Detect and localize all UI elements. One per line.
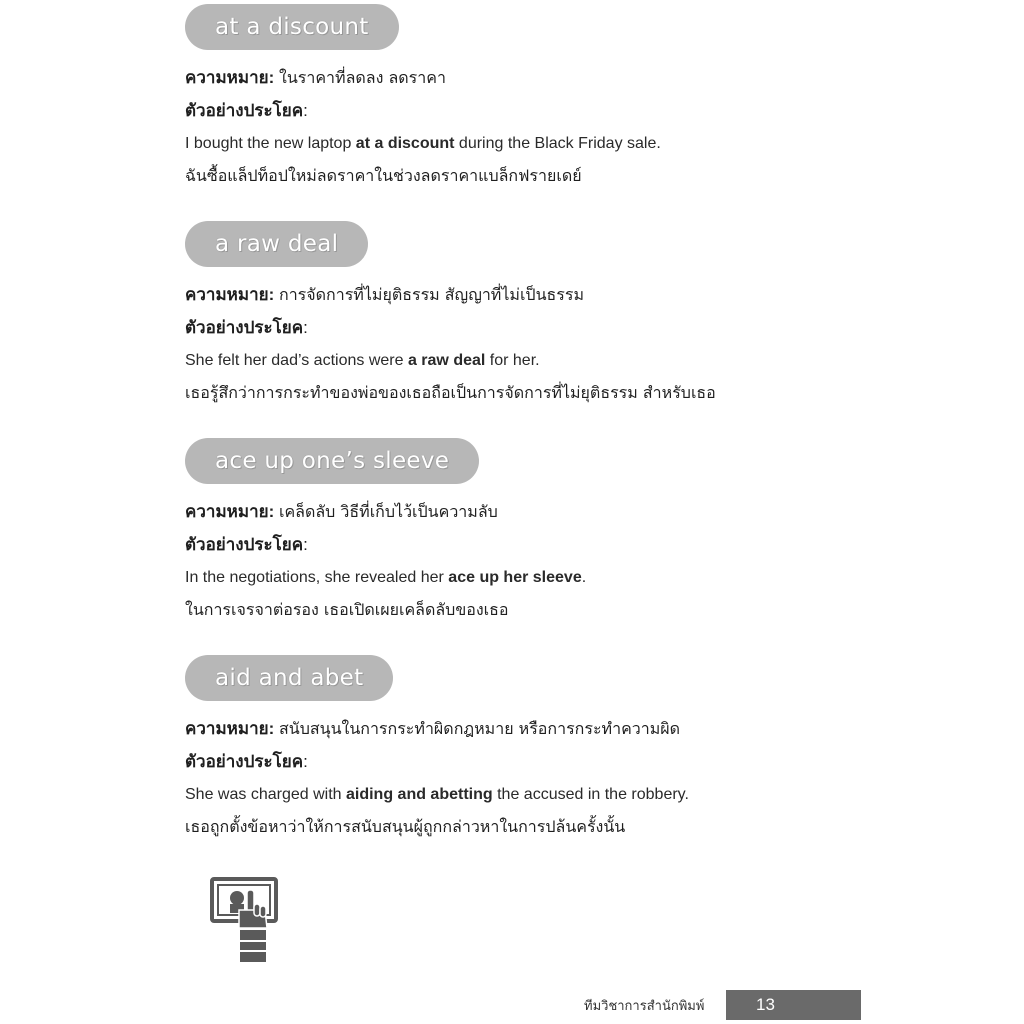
meaning-label: ความหมาย [185, 502, 269, 521]
example-thai: เธอถูกตั้งข้อหาว่าให้การสนับสนุนผู้ถูกกล่าวหาในการปล้นครั้งนั้น [185, 817, 626, 836]
idiom-title: at a discount [185, 4, 399, 50]
idiom-title: ace up one’s sleeve [185, 438, 479, 484]
example-heading: ตัวอย่างประโยค: [185, 535, 308, 554]
example-label: ตัวอย่างประโยค [185, 101, 304, 120]
example-english: I bought the new laptop at a discount during the Black Friday sale. [185, 135, 661, 152]
example-english: In the negotiations, she revealed her ace up her sleeve. [185, 569, 587, 586]
example-label: ตัวอย่างประโยค [185, 752, 304, 771]
page-number: 13 [726, 990, 861, 1020]
example-thai: ในการเจรจาต่อรอง เธอเปิดเผยเคล็ดลับของเธอ [185, 600, 509, 619]
idiom-title: a raw deal [185, 221, 368, 267]
meaning-label: ความหมาย [185, 719, 269, 738]
meaning-text: ในราคาที่ลดลง ลดราคา [279, 68, 446, 87]
idiom-highlight: aiding and abetting [345, 786, 493, 803]
publisher-name: ทีมวิชาการสำนักพิมพ์ [584, 999, 705, 1014]
example-heading: ตัวอย่างประโยค: [185, 752, 308, 771]
idiom-highlight: at a discount [355, 135, 455, 152]
example-thai: ฉันซื้อแล็ปท็อปใหม่ลดราคาในช่วงลดราคาแบล็กฟรายเดย์ [185, 166, 582, 185]
tablet-touch-icon [209, 876, 279, 966]
meaning-text: การจัดการที่ไม่ยุติธรรม สัญญาที่ไม่เป็นธรรม [279, 285, 585, 304]
example-english: She felt her dad’s actions were a raw deal for her. [185, 352, 540, 369]
meaning-line: ความหมาย: การจัดการที่ไม่ยุติธรรม สัญญาที่ไม่เป็นธรรม [185, 285, 585, 304]
meaning-text: สนับสนุนในการกระทำผิดกฎหมาย หรือการกระทำความผิด [279, 719, 681, 738]
meaning-line: ความหมาย: สนับสนุนในการกระทำผิดกฎหมาย หรือการกระทำความผิด [185, 719, 681, 738]
meaning-text: เคล็ดลับ วิธีที่เก็บไว้เป็นความลับ [279, 502, 498, 521]
meaning-label: ความหมาย [185, 68, 269, 87]
meaning-label: ความหมาย [185, 285, 269, 304]
example-thai: เธอรู้สึกว่าการกระทำของพ่อของเธอถือเป็นการจัดการที่ไม่ยุติธรรม สำหรับเธอ [185, 383, 716, 402]
example-english: She was charged with aiding and abetting the accused in the robbery. [185, 786, 689, 803]
idiom-title: aid and abet [185, 655, 393, 701]
example-heading: ตัวอย่างประโยค: [185, 318, 308, 337]
idiom-highlight: a raw deal [407, 352, 486, 369]
idiom-highlight: ace up her sleeve [448, 569, 582, 586]
example-label: ตัวอย่างประโยค [185, 318, 304, 337]
meaning-line: ความหมาย: ในราคาที่ลดลง ลดราคา [185, 68, 446, 87]
meaning-line: ความหมาย: เคล็ดลับ วิธีที่เก็บไว้เป็นความลับ [185, 502, 498, 521]
idiom-entry [185, 4, 905, 185]
example-heading: ตัวอย่างประโยค: [185, 101, 308, 120]
idiom-entry [185, 655, 905, 836]
idiom-entry [185, 438, 905, 619]
idiom-entry [185, 221, 905, 402]
example-label: ตัวอย่างประโยค [185, 535, 304, 554]
